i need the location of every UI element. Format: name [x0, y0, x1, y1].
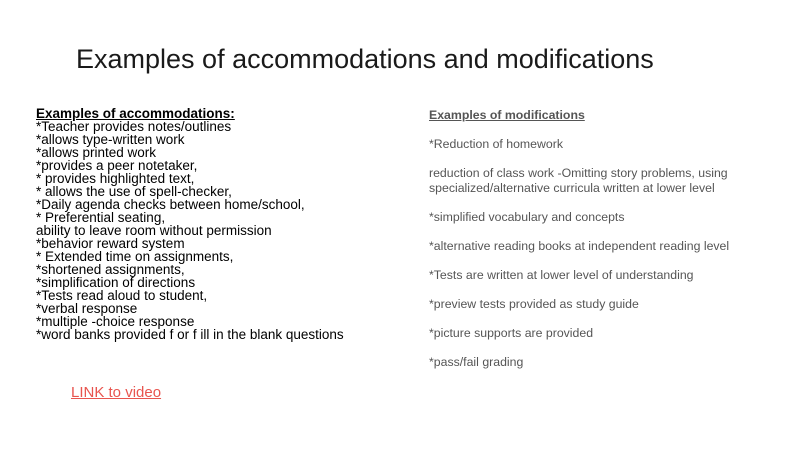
list-item: *provides a peer notetaker, [36, 158, 198, 173]
page-title: Examples of accommodations and modifications [76, 44, 654, 74]
list-item: *allows type-written work [36, 132, 185, 147]
list-item: * Extended time on assignments, [36, 249, 234, 264]
list-item: *preview tests provided as study guide [429, 297, 639, 311]
list-item: *Daily agenda checks between home/school, [36, 197, 305, 212]
list-item: *pass/fail grading [429, 355, 524, 369]
list-item: * Preferential seating, [36, 210, 166, 225]
list-item: *alternative reading books at independent reading level [429, 239, 730, 253]
modifications-list [429, 108, 769, 384]
list-item: *word banks provided f or f ill in the blank questions [36, 327, 344, 342]
list-item: *simplification of directions [36, 275, 196, 290]
accommodations-heading: Examples of accommodations: [36, 106, 235, 121]
accommodations-list [36, 107, 416, 341]
list-item: *verbal response [36, 301, 138, 316]
list-item: *picture supports are provided [429, 326, 594, 340]
list-item: * provides highlighted text, [36, 171, 195, 186]
list-item: reduction of class work -Omitting story problems, using specialized/alternative curricula written at lower level [429, 166, 728, 195]
list-item: *simplified vocabulary and concepts [429, 210, 625, 224]
list-item: *Tests read aloud to student, [36, 288, 208, 303]
list-item: *behavior reward system [36, 236, 185, 251]
video-link[interactable]: LINK to video [71, 384, 162, 401]
list-item: *Reduction of homework [429, 137, 563, 151]
list-item: *multiple -choice response [36, 314, 195, 329]
modifications-heading: Examples of modifications [429, 108, 585, 122]
list-item: *shortened assignments, [36, 262, 185, 277]
list-item: *Teacher provides notes/outlines [36, 119, 232, 134]
list-item: ability to leave room without permission [36, 223, 272, 238]
list-item: *allows printed work [36, 145, 157, 160]
list-item: *Tests are written at lower level of understanding [429, 268, 694, 282]
list-item: * allows the use of spell-checker, [36, 184, 232, 199]
